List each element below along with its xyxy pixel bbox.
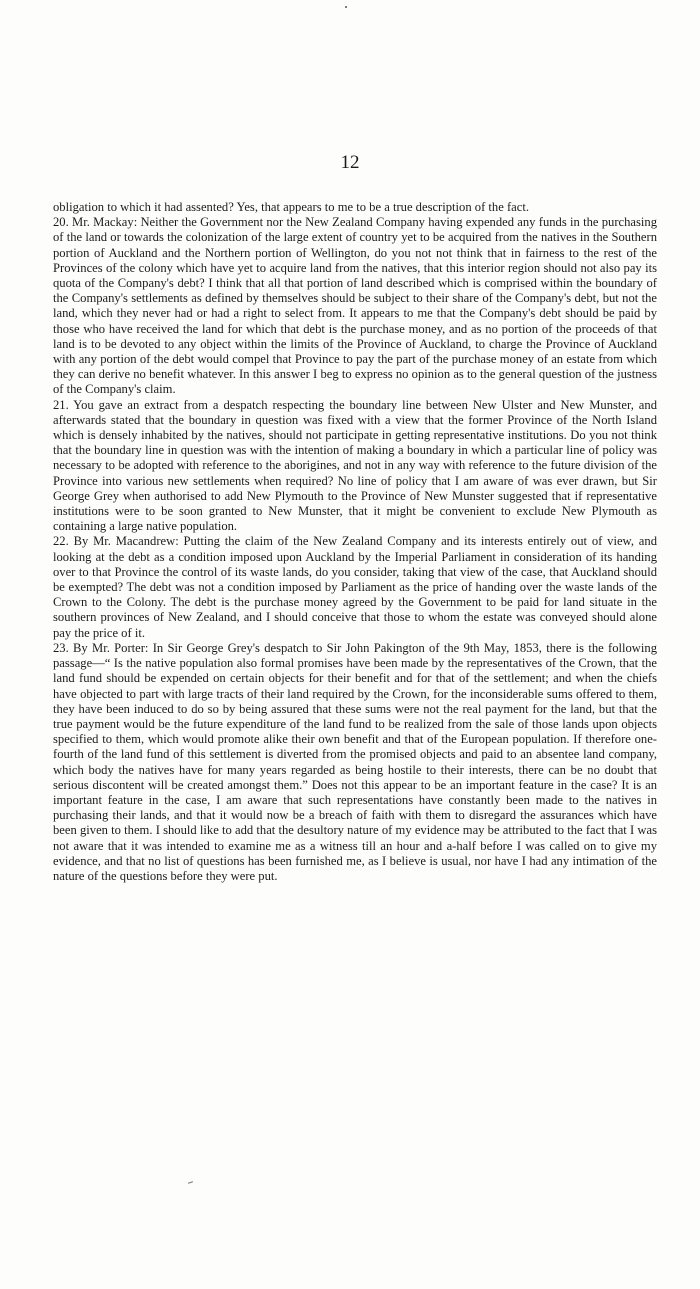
paragraph-question-20: 20. Mr. Mackay: Neither the Government nor the New Zealand Company having expended any funds in the purchasing of the land or towards the colonization of the large extent of country yet to be acquired from the natives in the Southern portion of Auckland and the Northern portion of Wellington, do you not not think that in fairness to the rest of the Provinces of the colony which have yet to acquire land from the natives, that this interior region should not also pay its quota of the Company's debt? I think that all that portion of land described which is comprised within the boundary of the Company's settlements as defined by themselves should be subject to their share of the Company's debt, but not the land, which they never had or had a right to select from. It appears to me that the Company's debt should be paid by those who have received the land for which that debt is the purchase money, and as no portion of the proceeds of that land is to be devoted to any object within the limits of the Province of Auckland, to charge the Province of Auckland with any portion of the debt would compel that Province to pay the part of the purchase money of an estate from which they can derive no benefit whatever. In this answer I beg to express no opinion as to the general question of the justness of the Company's claim. [53, 215, 657, 397]
paragraph-continuation: obligation to which it had assented? Yes, that appears to me to be a true description of the fact. [53, 200, 529, 214]
document-body [53, 200, 657, 884]
page-number: 12 [340, 152, 360, 173]
ink-mark [188, 1181, 193, 1184]
paragraph-question-22: 22. By Mr. Macandrew: Putting the claim of the New Zealand Company and its interests entirely out of view, and looking at the debt as a condition imposed upon Auckland by the Imperial Parliament in consideration of its handing over to that Province the control of its waste lands, do you consider, taking that view of the case, that Auckland should be exempted? The debt was not a condition imposed by Parliament as the price of handing over the waste lands of the Crown to the Colony. The debt is the purchase money agreed by the Government to be paid for land situate in the southern provinces of New Zealand, and I should conceive that those to whom the estate was conveyed should alone pay the price of it. [53, 534, 657, 640]
paragraph-question-23: 23. By Mr. Porter: In Sir George Grey's despatch to Sir John Pakington of the 9th May, 1853, there is the following passage—“ Is the native population also formal promises have been made by the representatives of the Crown, that the land fund should be expended on certain objects for their benefit and for that of the settlement; and when the chiefs have objected to part with large tracts of their land required by the Crown, for the inconsiderable sums offered to them, they have been induced to do so by being assured that these sums were not the real payment for the land, but that the true payment would be the future expenditure of the land fund to be realized from the sale of those lands upon objects specified to them, which would promote alike their own benefit and that of the European population. If therefore one-fourth of the land fund of this settlement is diverted from the promised objects and paid to an absentee land company, which body the natives have for many years regarded as being hostile to their interests, there can be no doubt that serious discontent will be created amongst them.” Does not this appear to be an important feature in the case? It is an important feature in the case, I am aware that such representations have constantly been made to the natives in purchasing their lands, and that it would now be a breach of faith with them to disregard the assurances which have been given to them. I should like to add that the desultory nature of my evidence may be attributed to the fact that I was not aware that it was intended to examine me as a witness till an hour and a-half before I was called on to give my evidence, and that no list of questions has been furnished me, as I believe is usual, nor have I had any intimation of the nature of the questions before they were put. [53, 640, 657, 883]
paragraph-question-21: 21. You gave an extract from a despatch respecting the boundary line between New Ulster and New Munster, and afterwards stated that the boundary in question was fixed with a view that the former Province of the North Island which is densely inhabited by the natives, should not participate in getting representative institutions. Do you not think that the boundary line in question was with the intention of making a boundary in which a particular line of policy was necessary to be adopted with reference to the aborigines, and not in any way with reference to the future division of the Province into various new settlements when required? No line of policy that I am aware of was ever drawn, but Sir George Grey when authorised to add New Plymouth to the Province of New Munster suggested that if representative institutions were to be soon granted to New Munster, that it might be convenient to exclude New Plymouth as containing a large native population. [53, 397, 657, 534]
ink-speck [345, 6, 347, 8]
